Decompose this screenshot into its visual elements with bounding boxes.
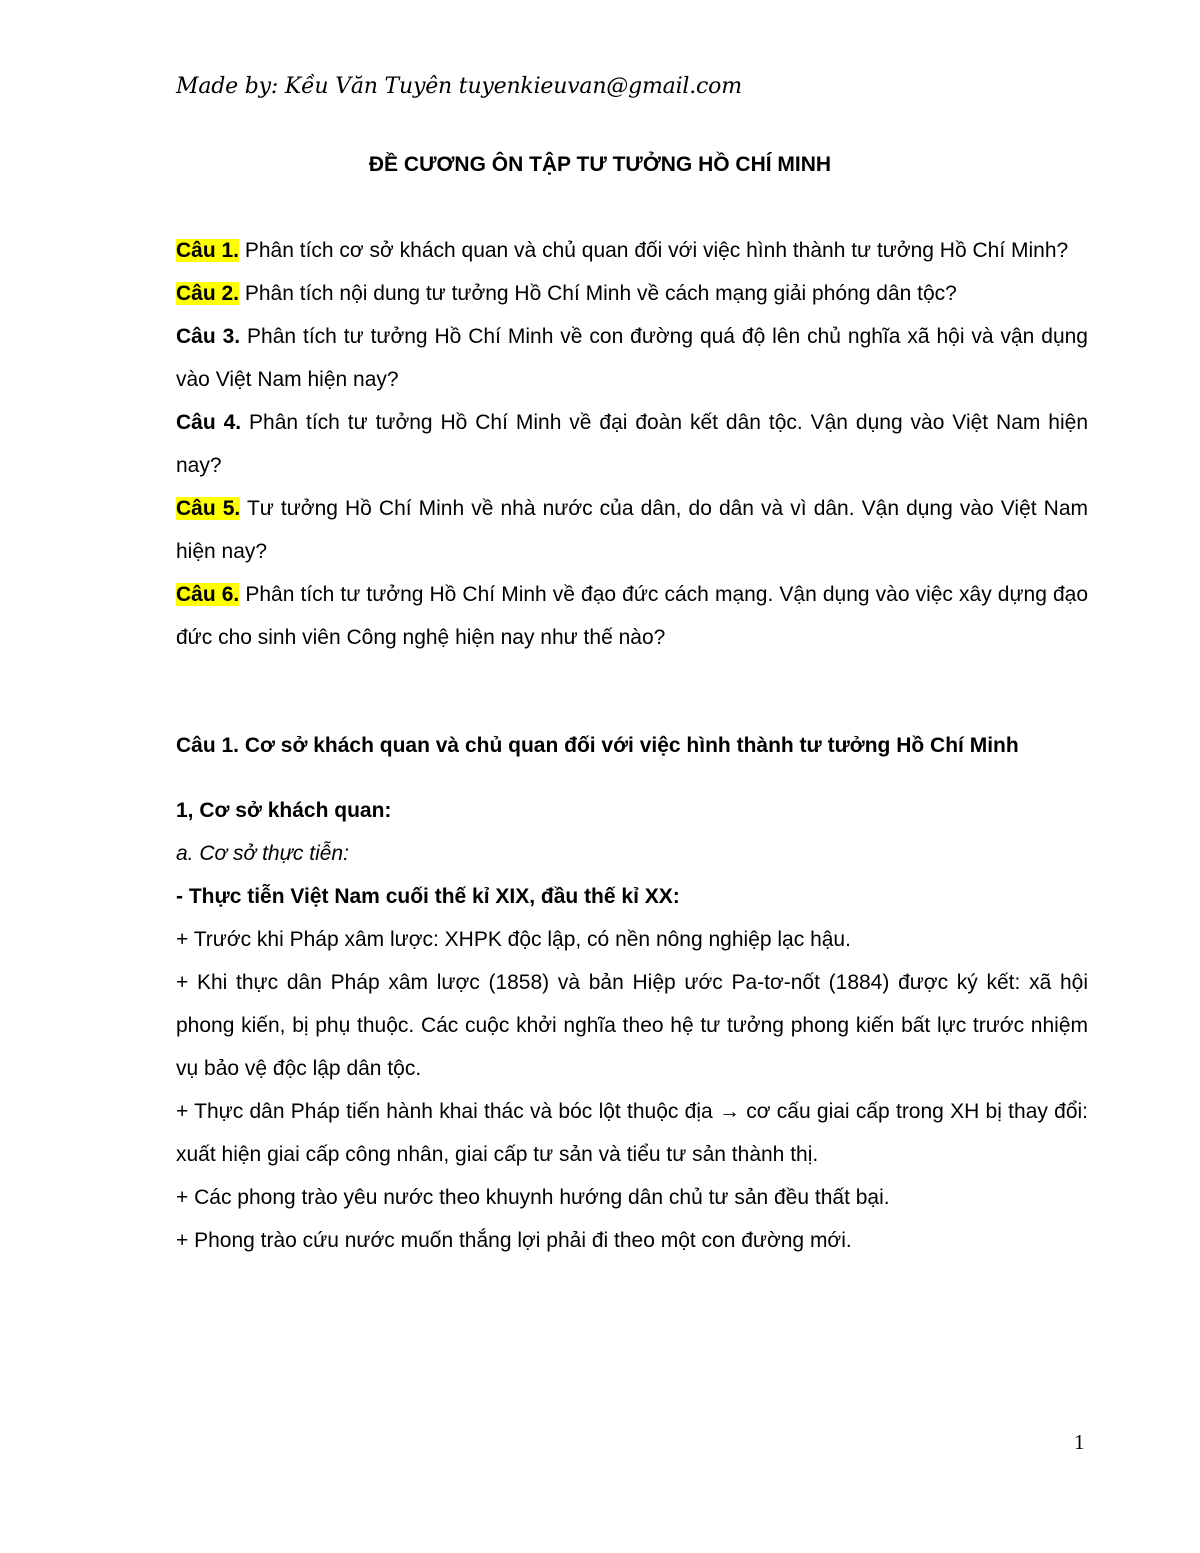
question-item-1 <box>176 229 1088 272</box>
question-label: Câu 4. <box>176 411 242 434</box>
bullet-item: + Khi thực dân Pháp xâm lược (1858) và bản Hiệp ước Pa-tơ-nốt (1884) được ký kết: xã hội phong kiến, bị phụ thuộc. Các cuộc khởi nghĩa theo hệ tư tưởng phong kiến bất lực trước nhiệm vụ bảo vệ độc lập dân tộc. <box>176 971 1088 1080</box>
bold-point: - Thực tiễn Việt Nam cuối thế kỉ XIX, đầu thế kỉ XX: <box>176 885 680 908</box>
question-item-4 <box>176 401 1088 487</box>
question-label: Câu 2. <box>176 282 240 305</box>
question-label: Câu 3. <box>176 325 241 348</box>
question-label: Câu 5. <box>176 497 241 520</box>
subsection-heading: 1, Cơ sở khách quan: <box>176 799 392 822</box>
question-item-5 <box>176 487 1088 573</box>
question-item-6 <box>176 573 1088 659</box>
header-author-line: Made by: Kều Văn Tuyên tuyenkieuvan@gmail.com <box>176 74 742 99</box>
question-text: Phân tích tư tưởng Hồ Chí Minh về đạo đức cách mạng. Vận dụng vào việc xây dựng đạo đức cho sinh viên Công nghệ hiện nay như thế nào? <box>176 583 1088 649</box>
question-item-3 <box>176 315 1088 401</box>
question-text: Phân tích nội dung tư tưởng Hồ Chí Minh về cách mạng giải phóng dân tộc? <box>239 282 957 305</box>
section-heading: Câu 1. Cơ sở khách quan và chủ quan đối với việc hình thành tư tưởng Hồ Chí Minh <box>176 734 1019 757</box>
question-label: Câu 6. <box>176 583 240 606</box>
question-text: Phân tích tư tưởng Hồ Chí Minh về con đường quá độ lên chủ nghĩa xã hội và vận dụng vào Việt Nam hiện nay? <box>176 325 1088 391</box>
bullet-item: + Trước khi Pháp xâm lược: XHPK độc lập, có nền nông nghiệp lạc hậu. <box>176 928 851 951</box>
question-text: Phân tích cơ sở khách quan và chủ quan đối với việc hình thành tư tưởng Hồ Chí Minh? <box>239 239 1069 262</box>
page-number: 1 <box>1074 1430 1085 1454</box>
question-label: Câu 1. <box>176 239 240 262</box>
italic-subheading: a. Cơ sở thực tiễn: <box>176 842 349 865</box>
bullet-item: + Các phong trào yêu nước theo khuynh hướng dân chủ tư sản đều thất bại. <box>176 1186 890 1209</box>
question-text: Phân tích tư tưởng Hồ Chí Minh về đại đoàn kết dân tộc. Vận dụng vào Việt Nam hiện nay? <box>176 411 1088 477</box>
document-title: ĐỀ CƯƠNG ÔN TẬP TƯ TƯỞNG HỒ CHÍ MINH <box>368 153 832 176</box>
question-text: Tư tưởng Hồ Chí Minh về nhà nước của dân, do dân và vì dân. Vận dụng vào Việt Nam hiện nay? <box>176 497 1088 563</box>
document-body <box>176 229 1088 1262</box>
bullet-item: + Phong trào cứu nước muốn thắng lợi phải đi theo một con đường mới. <box>176 1229 852 1252</box>
question-list <box>176 229 1088 659</box>
bullet-item: + Thực dân Pháp tiến hành khai thác và bóc lột thuộc địa → cơ cấu giai cấp trong XH bị thay đổi: xuất hiện giai cấp công nhân, giai cấp tư sản và tiểu tư sản thành thị. <box>176 1100 1088 1166</box>
question-item-2 <box>176 272 1088 315</box>
